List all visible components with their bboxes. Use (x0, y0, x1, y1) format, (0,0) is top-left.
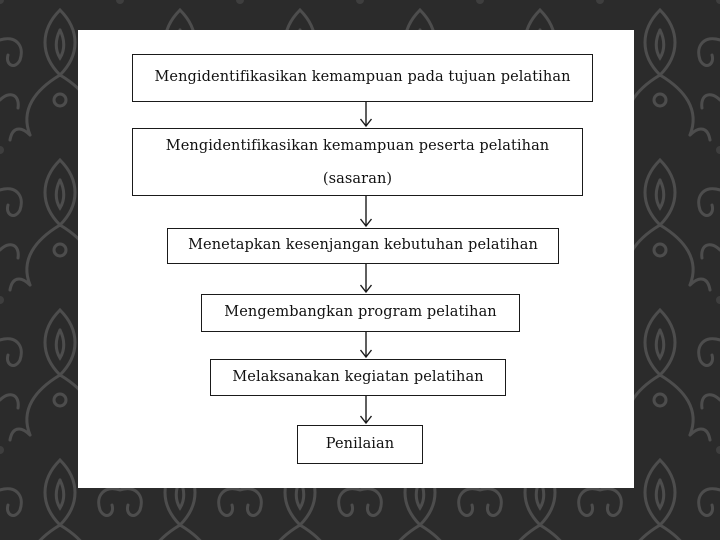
step-1-box (132, 54, 593, 102)
step-3-box (167, 228, 559, 264)
arrow-5-icon (359, 396, 373, 425)
step-2-box (132, 128, 583, 196)
arrow-4-icon (359, 332, 373, 359)
step-6-box (297, 425, 423, 464)
step-5-label: Melaksanakan kegiatan pelatihan (232, 369, 484, 385)
step-6-label: Penilaian (325, 436, 395, 452)
step-4-box (201, 294, 520, 332)
step-2-label-line-1: Mengidentifikasikan kemampuan peserta pelatihan (165, 138, 550, 154)
step-4-label: Mengembangkan program pelatihan (224, 304, 497, 320)
arrow-3-icon (359, 264, 373, 294)
arrow-2-icon (359, 196, 373, 228)
step-5-box (210, 359, 506, 396)
step-2-label-line-2: (sasaran) (322, 171, 393, 187)
arrow-1-icon (359, 102, 373, 128)
step-3-label: Menetapkan kesenjangan kebutuhan pelatihan (188, 237, 538, 253)
step-1-label: Mengidentifikasikan kemampuan pada tujuan pelatihan (154, 69, 571, 85)
